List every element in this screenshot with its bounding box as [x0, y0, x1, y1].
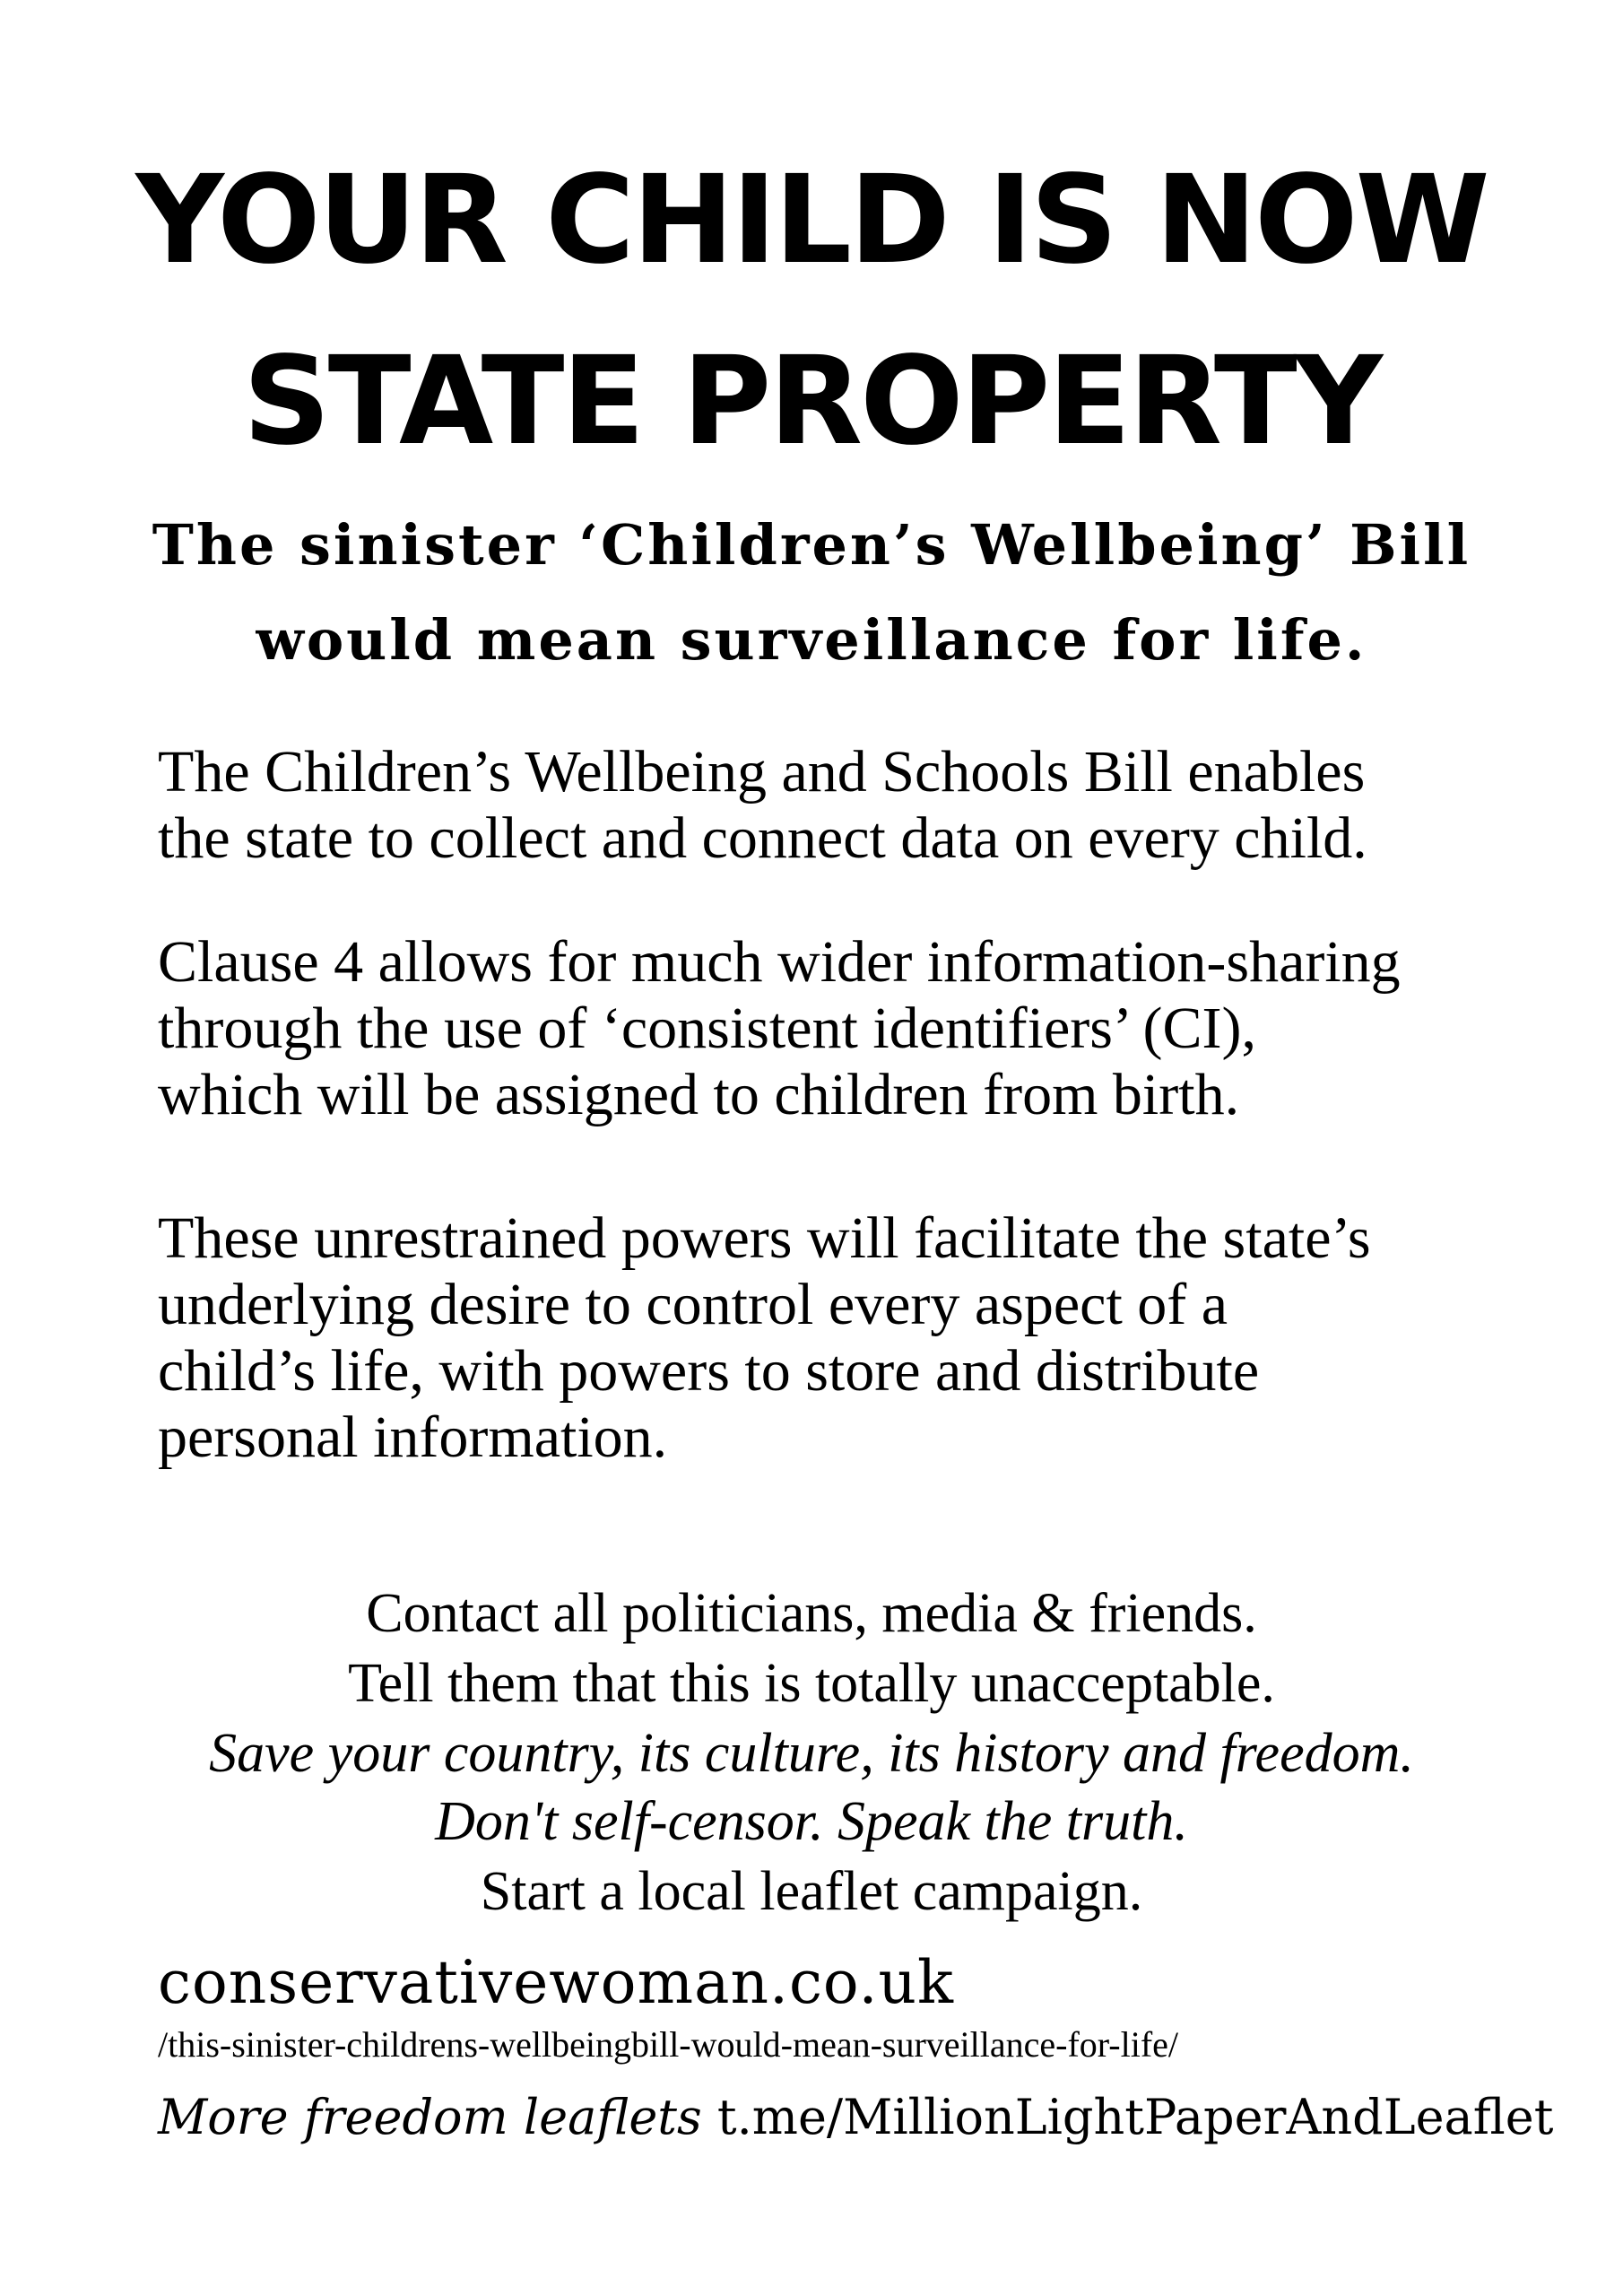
paragraph-3-line: These unrestrained powers will facilitate the state’s	[158, 1205, 1371, 1271]
cta-line-save: Save your country, its culture, its history and freedom.	[209, 1723, 1414, 1784]
paragraph-2-line: which will be assigned to children from birth.	[158, 1062, 1240, 1127]
more-leaflets-label: More freedom leaflets	[158, 2089, 702, 2145]
paragraph-2-line: Clause 4 allows for much wider information-sharing	[158, 929, 1401, 995]
headline-line-2: STATE PROPERTY	[242, 331, 1381, 473]
cta-line-truth: Don't self-censor. Speak the truth.	[435, 1791, 1188, 1852]
cta-line-campaign: Start a local leaflet campaign.	[480, 1861, 1143, 1922]
paragraph-3-line: underlying desire to control every aspect of a	[158, 1272, 1228, 1337]
paragraph-3-line: child’s life, with powers to store and distribute	[158, 1338, 1260, 1404]
paragraph-3-line: personal information.	[158, 1405, 668, 1470]
subheadline-line-2: would mean surveillance for life.	[256, 607, 1367, 673]
paragraph-2-line: through the use of ‘consistent identifiers’ (CI),	[158, 996, 1256, 1061]
cta-line-contact: Contact all politicians, media & friends.	[366, 1583, 1257, 1644]
paragraph-1-line: the state to collect and connect data on every child.	[158, 805, 1367, 871]
subheadline-line-1: The sinister ‘Children’s Wellbeing’ Bill	[152, 512, 1471, 578]
more-leaflets-link[interactable]: t.me/MillionLightPaperAndLeaflet	[716, 2089, 1554, 2145]
more-leaflets	[158, 2089, 1554, 2145]
source-site-link[interactable]: conservativewoman.co.uk	[158, 1948, 954, 2017]
headline-line-1: YOUR CHILD IS NOW	[135, 150, 1488, 291]
paragraph-1-line: The Children’s Wellbeing and Schools Bill enables	[158, 739, 1366, 804]
cta-line-tell: Tell them that this is totally unacceptable.	[348, 1653, 1275, 1714]
source-path-link[interactable]: /this-sinister-childrens-wellbeingbill-would-mean-surveillance-for-life/	[158, 2024, 1179, 2065]
